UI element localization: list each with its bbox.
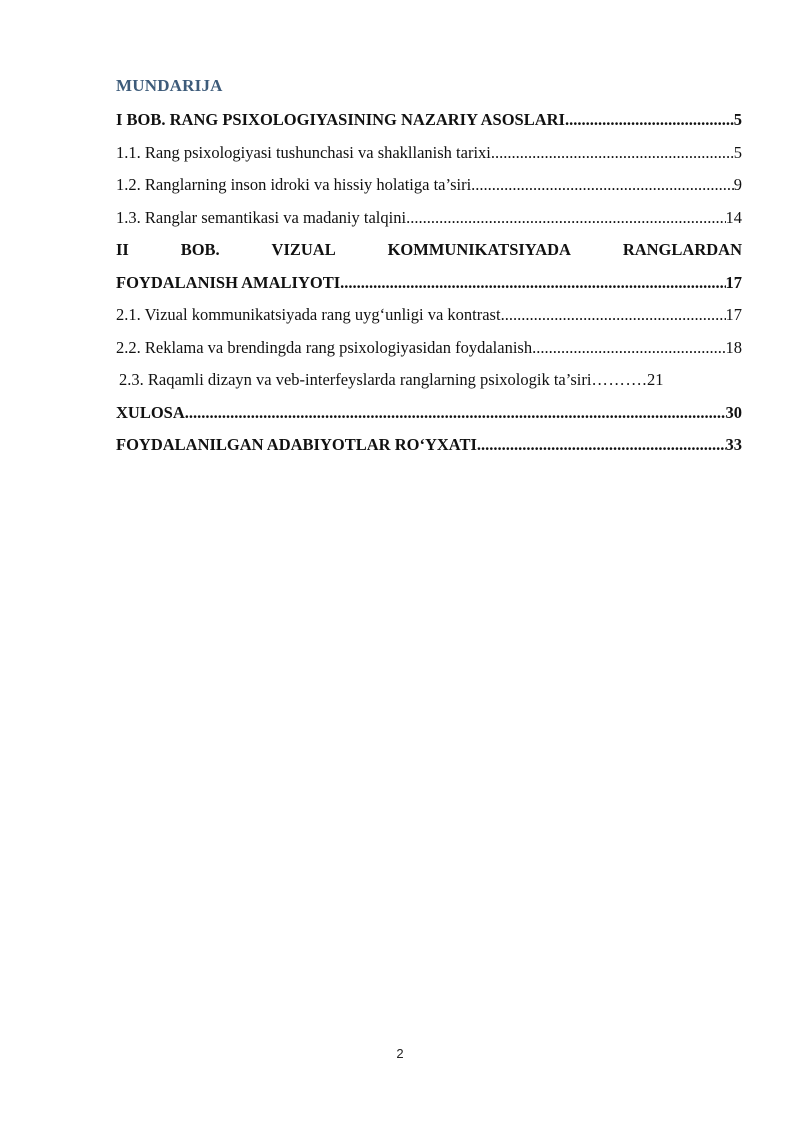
toc-entry-1-2[interactable] bbox=[116, 169, 742, 202]
toc-entry-2-2[interactable] bbox=[116, 332, 742, 365]
toc-entry-label: 2.2. Reklama va brendingda rang psixologiyasidan foydalanish bbox=[116, 337, 533, 357]
toc-word: VIZUAL bbox=[271, 240, 336, 259]
toc-leader-dots bbox=[532, 332, 725, 364]
toc-entry-label: 1.2. Ranglarning inson idroki va hissiy holatiga ta’siri bbox=[116, 175, 472, 194]
toc-entry-2-3[interactable] bbox=[116, 364, 742, 397]
toc-entry-page: 17 bbox=[725, 272, 742, 292]
toc-entry-label: FOYDALANISH AMALIYOTI bbox=[116, 272, 341, 292]
toc-leader-dots bbox=[491, 137, 734, 169]
toc-leader-dots bbox=[471, 169, 734, 201]
toc-word: II bbox=[116, 240, 129, 259]
toc-entry-chapter-2-line-2[interactable] bbox=[116, 267, 742, 300]
toc-entry-label: 2.1. Vizual kommunikatsiyada rang uyg‘unligi va kontrast bbox=[116, 305, 501, 324]
toc-leader-dots bbox=[406, 202, 725, 234]
toc-entry-page: 5 bbox=[733, 142, 742, 162]
toc-entry-label: 1.3. Ranglar semantikasi va madaniy talqini bbox=[116, 207, 407, 227]
table-of-contents bbox=[116, 104, 742, 462]
toc-entry-label: FOYDALANILGAN ADABIYOTLAR RO‘YXATI bbox=[116, 435, 477, 454]
toc-entry-page: 30 bbox=[725, 402, 742, 422]
toc-entry-page: 5 bbox=[733, 110, 742, 129]
toc-entry-page: 33 bbox=[725, 435, 742, 454]
toc-word: KOMMUNIKATSIYADA bbox=[387, 240, 571, 259]
toc-leader-dots bbox=[477, 429, 726, 461]
toc-leader-dots bbox=[340, 267, 725, 299]
toc-entry-label: I BOB. RANG PSIXOLOGIYASINING NAZARIY ASOSLARI bbox=[116, 110, 565, 129]
toc-entry-references[interactable] bbox=[116, 429, 742, 462]
toc-entry-page: 14 bbox=[725, 207, 742, 227]
toc-entry-page: 17 bbox=[725, 305, 742, 324]
toc-entry-page: 21 bbox=[647, 370, 664, 389]
toc-entry-1-3[interactable] bbox=[116, 202, 742, 235]
toc-entry-conclusion[interactable] bbox=[116, 397, 742, 430]
toc-entry-chapter-1[interactable] bbox=[116, 104, 742, 137]
toc-entry-label: XULOSA bbox=[116, 402, 185, 422]
toc-entry-page: 18 bbox=[725, 337, 742, 357]
toc-entry-label: 1.1. Rang psixologiyasi tushunchasi va shakllanish tarixi bbox=[116, 142, 491, 162]
page-number: 2 bbox=[396, 1046, 404, 1061]
toc-entry-2-1[interactable] bbox=[116, 299, 742, 332]
toc-entry-1-1[interactable] bbox=[116, 137, 742, 170]
toc-entry-page: 9 bbox=[733, 175, 742, 194]
toc-word: BOB. bbox=[180, 240, 220, 259]
toc-entry-label: 2.3. Raqamli dizayn va veb-interfeyslarda ranglarning psixologik ta’siri bbox=[119, 370, 592, 389]
toc-entry-chapter-2-line-1[interactable] bbox=[116, 234, 742, 267]
toc-word: RANGLARDAN bbox=[622, 240, 742, 259]
toc-leader-ellipsis: ………. bbox=[591, 370, 648, 389]
toc-leader-dots bbox=[501, 299, 726, 331]
toc-leader-dots bbox=[565, 104, 734, 136]
toc-leader-dots bbox=[185, 397, 726, 429]
toc-title: MUNDARIJA bbox=[116, 76, 223, 95]
